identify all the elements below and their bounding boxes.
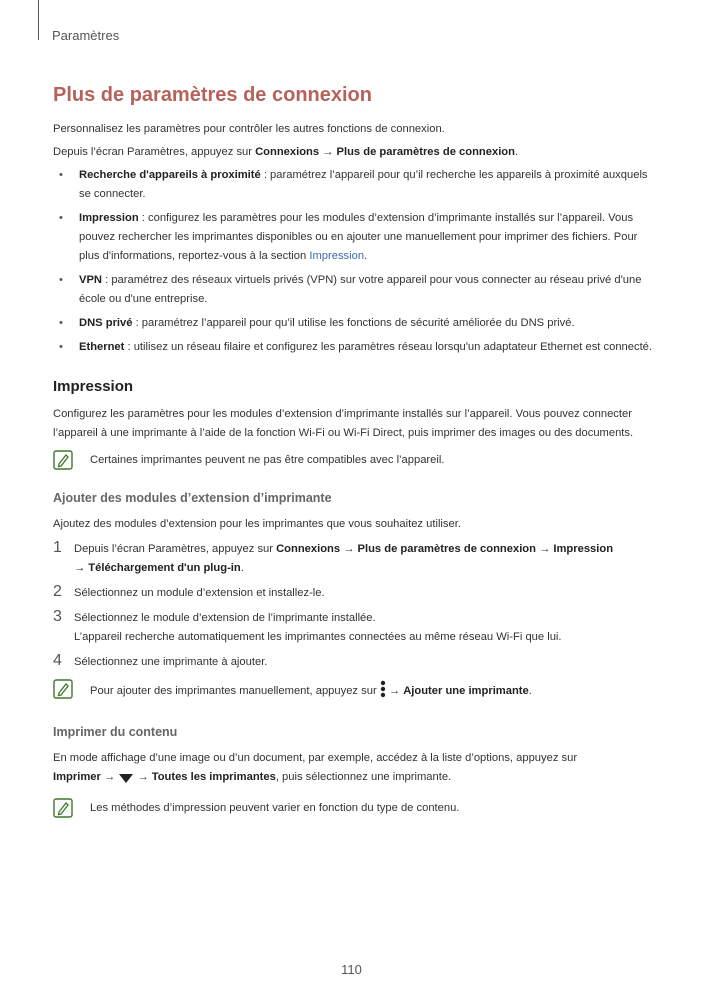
impression-body: Configurez les paramètres pour les modules d’extension d’imprimante installés sur l’appareil. Vous pouvez connecter l’appareil à une imprimante à l’aide de la fonction Wi-Fi ou Wi-Fi Direct, puis imprimer des images ou des documents. — [53, 408, 634, 439]
step: 1 Depuis l’écran Paramètres, appuyez sur Connexions → Plus de paramètres de connexion → Impression → Téléchargement d'un plug-in. — [53, 539, 614, 574]
page-number: 110 — [341, 962, 362, 977]
list-item: • VPN : paramétrez des réseaux virtuels privés (VPN) sur votre appareil pour vous connecter au réseau privé d'une école ou d'une entreprise. — [59, 274, 642, 305]
step: 2 Sélectionnez un module d’extension et installez-le. — [53, 583, 325, 600]
step: 4 Sélectionnez une imprimante à ajouter. — [53, 652, 268, 669]
list-item: • Recherche d'appareils à proximité : paramétrez l’appareil pour qu’il recherche les appareils à proximité auxquels se connecter. — [59, 169, 648, 200]
note: Pour ajouter des imprimantes manuellement, appuyez sur → Ajouter une imprimante. — [53, 680, 653, 705]
list-item: • Impression : configurez les paramètres pour les modules d’extension d’imprimante installés sur l’appareil. Vous pouvez rechercher les imprimantes disponibles ou en ajouter une manuellement pour imprimer des fichiers. Pour plus d'informations, reportez-vous à la section Impression. — [59, 212, 638, 262]
page-title: Plus de paramètres de connexion — [53, 84, 372, 106]
impression-link[interactable]: Impression — [309, 250, 365, 262]
corner-mark — [38, 0, 39, 40]
dropdown-triangle-icon — [118, 772, 134, 791]
note-text: Les méthodes d’impression peuvent varier en fonction du type de contenu. — [90, 802, 460, 814]
page-content — [53, 82, 653, 825]
add-modules-intro: Ajoutez des modules d’extension pour les imprimantes que vous souhaitez utiliser. — [53, 518, 461, 530]
note-pen-icon — [53, 450, 73, 477]
note — [53, 799, 653, 819]
intro-text: Personnalisez les paramètres pour contrôler les autres fonctions de connexion. — [53, 123, 445, 135]
note-pen-icon — [53, 679, 73, 706]
subheading-print-content: Imprimer du contenu — [53, 725, 178, 739]
step: 3 Sélectionnez le module d’extension de l’imprimante installée. L’appareil recherche automatiquement les imprimantes connectées au même réseau Wi-Fi que lui. — [53, 608, 562, 643]
list-item: • DNS privé : paramétrez l’appareil pour qu’il utilise les fonctions de sécurité améliorée du DNS privé. — [59, 317, 575, 329]
nav-connexions: Connexions — [255, 146, 320, 158]
note-text: Certaines imprimantes peuvent ne pas être compatibles avec l’appareil. — [90, 454, 445, 466]
print-content-body: En mode affichage d’une image ou d’un document, par exemple, accédez à la liste d’options, appuyez sur Imprimer → → Toutes les imprimantes, puis sélectionnez une imprimante. — [53, 749, 653, 791]
nav-path: Depuis l’écran Paramètres, appuyez sur Connexions → Plus de paramètres de connexion. — [53, 146, 519, 158]
section-heading-impression: Impression — [53, 378, 134, 395]
steps-list — [53, 540, 653, 672]
running-head: Paramètres — [52, 28, 120, 43]
note — [53, 451, 653, 471]
settings-list — [53, 166, 653, 357]
list-item: • Ethernet : utilisez un réseau filaire et configurez les paramètres réseau lorsqu'un adaptateur Ethernet est connecté. — [59, 341, 653, 353]
nav-more-settings: Plus de paramètres de connexion — [336, 146, 515, 158]
note-pen-icon — [53, 798, 73, 825]
subheading-add-modules: Ajouter des modules d’extension d’imprimante — [53, 491, 332, 505]
